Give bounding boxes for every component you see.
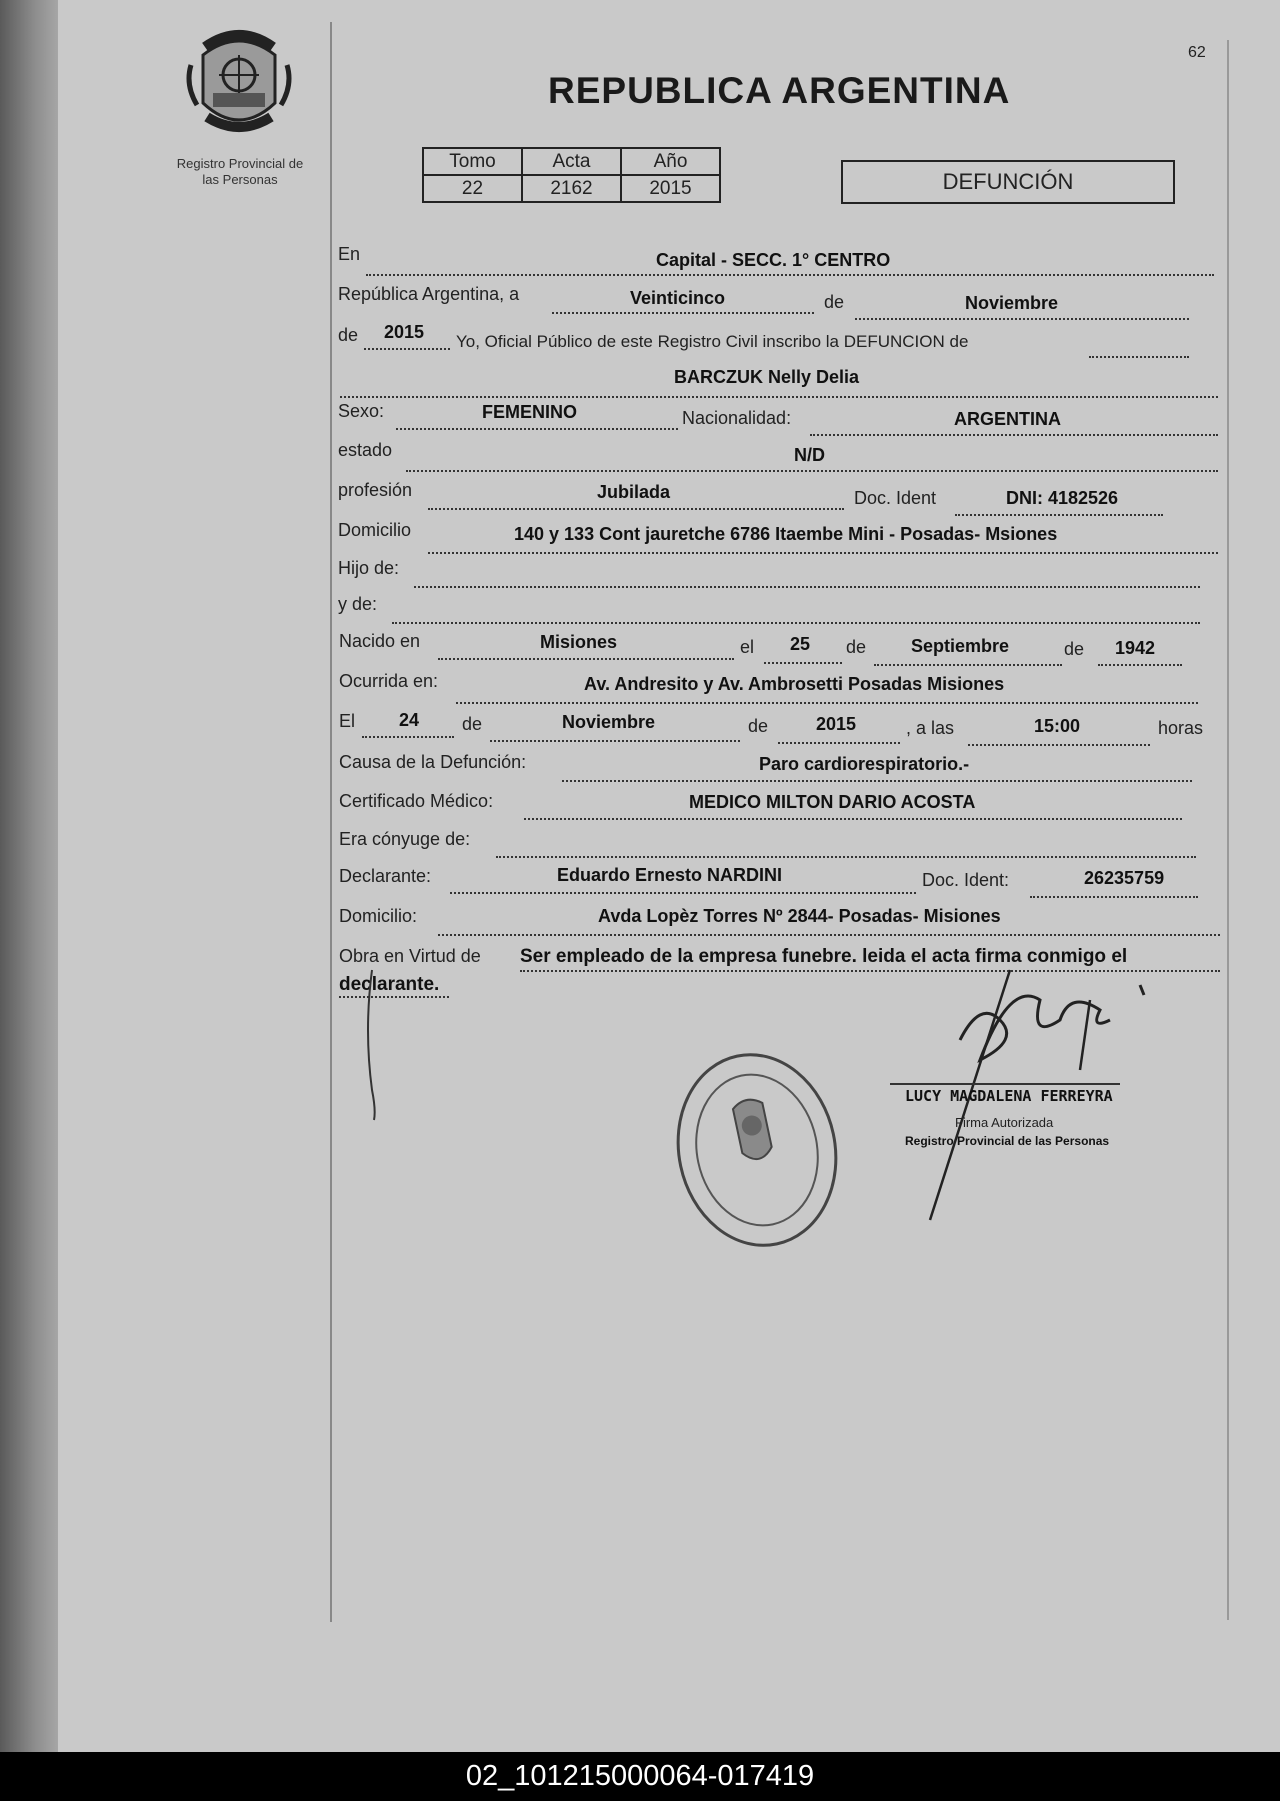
- value-profesion: Jubilada: [597, 482, 671, 502]
- label-domicilio: Domicilio: [338, 520, 412, 540]
- label-ocurrida: Ocurrida en:: [339, 671, 439, 691]
- value-nacido-lugar: Misiones: [540, 632, 618, 652]
- value-obra-2: declarante.: [339, 974, 440, 995]
- label-doc-ident: Doc. Ident: [854, 488, 937, 508]
- label-nacionalidad: Nacionalidad:: [682, 408, 792, 428]
- scan-caption: 02_101215000064-017419: [0, 1752, 1280, 1801]
- value-nacionalidad: ARGENTINA: [954, 409, 1061, 429]
- value-lugar: Capital - SECC. 1° CENTRO: [656, 250, 891, 270]
- value-anio: 2015: [384, 322, 425, 342]
- label-declarante: Declarante:: [339, 866, 432, 886]
- signatory-role: Firma Autorizada: [955, 1115, 1054, 1130]
- label-en: En: [338, 244, 361, 264]
- label-sexo: Sexo:: [338, 401, 385, 421]
- value-domicilio: 140 y 133 Cont jauretche 6786 Itaembe Mini - Posadas- Msiones: [514, 524, 1058, 544]
- label-conyuge: Era cónyuge de:: [339, 829, 471, 849]
- value-def-hora: 15:00: [1034, 716, 1081, 736]
- label-nacido: Nacido en: [339, 631, 421, 651]
- value-def-dia: 24: [399, 710, 420, 730]
- record-anio: 2015: [621, 175, 720, 202]
- value-declarante-doc: 26235759: [1084, 868, 1165, 888]
- label-horas: horas: [1158, 718, 1204, 738]
- label-doc-ident-declarante: Doc. Ident:: [922, 870, 1010, 890]
- label-el-def: El: [339, 711, 356, 731]
- label-de-anio: de: [338, 325, 359, 345]
- value-sexo: FEMENINO: [482, 402, 578, 422]
- record-header-tomo: Tomo: [423, 148, 522, 175]
- value-def-mes: Noviembre: [562, 712, 656, 732]
- label-yde: y de:: [338, 594, 378, 614]
- value-certificado: MEDICO MILTON DARIO ACOSTA: [689, 792, 976, 812]
- label-obra: Obra en Virtud de: [339, 946, 481, 966]
- value-nacido-anio: 1942: [1115, 638, 1156, 658]
- value-mes: Noviembre: [965, 293, 1059, 313]
- label-de-def-anio: de: [748, 716, 769, 736]
- label-de-def-mes: de: [462, 714, 483, 734]
- value-nacido-dia: 25: [790, 634, 811, 654]
- value-estado: N/D: [794, 445, 825, 465]
- label-causa: Causa de la Defunción:: [339, 752, 527, 772]
- page-number: 62: [1188, 44, 1206, 61]
- label-de-nac-mes: de: [846, 637, 867, 657]
- value-nombre: BARCZUK Nelly Delia: [674, 367, 860, 387]
- label-de: de: [824, 292, 845, 312]
- record-acta: 2162: [522, 175, 621, 202]
- signatory-org: Registro Provincial de las Personas: [905, 1134, 1110, 1148]
- value-declarante-domicilio: Avda Lopèz Torres Nº 2844- Posadas- Misiones: [598, 906, 1001, 926]
- value-ocurrida: Av. Andresito y Av. Ambrosetti Posadas Misiones: [584, 674, 1005, 694]
- value-declarante: Eduardo Ernesto NARDINI: [557, 865, 783, 885]
- value-causa: Paro cardiorespiratorio.-: [759, 754, 970, 774]
- label-profesion: profesión: [338, 480, 413, 500]
- registry-stamp-icon: [661, 1040, 854, 1260]
- label-republica: República Argentina, a: [338, 284, 520, 304]
- value-documento: DNI: 4182526: [1006, 488, 1119, 508]
- label-hijo: Hijo de:: [338, 558, 400, 578]
- label-yo: Yo, Oficial Público de este Registro Civil inscribo la DEFUNCION de: [456, 332, 969, 351]
- label-el: el: [740, 637, 755, 657]
- registry-line-1: Registro Provincial de: [176, 156, 304, 171]
- record-header-acta: Acta: [522, 148, 621, 175]
- label-estado: estado: [338, 440, 393, 460]
- page-title: REPUBLICA ARGENTINA: [548, 70, 1011, 111]
- signatory-name: LUCY MAGDALENA FERREYRA: [905, 1087, 1113, 1105]
- value-def-anio: 2015: [816, 714, 857, 734]
- value-nacido-mes: Septiembre: [911, 636, 1010, 656]
- record-tomo: 22: [423, 175, 522, 202]
- value-obra-1: Ser empleado de la empresa funebre. leida el acta firma conmigo el: [520, 946, 1128, 967]
- label-certificado: Certificado Médico:: [339, 791, 494, 811]
- label-a-las: , a las: [906, 718, 955, 738]
- label-de-nac-anio: de: [1064, 639, 1085, 659]
- label-domicilio-declarante: Domicilio:: [339, 906, 418, 926]
- registry-line-2: las Personas: [202, 172, 278, 187]
- record-header-anio: Año: [621, 148, 720, 175]
- value-dia: Veinticinco: [630, 288, 726, 308]
- record-type-box: DEFUNCIÓN: [841, 160, 1175, 204]
